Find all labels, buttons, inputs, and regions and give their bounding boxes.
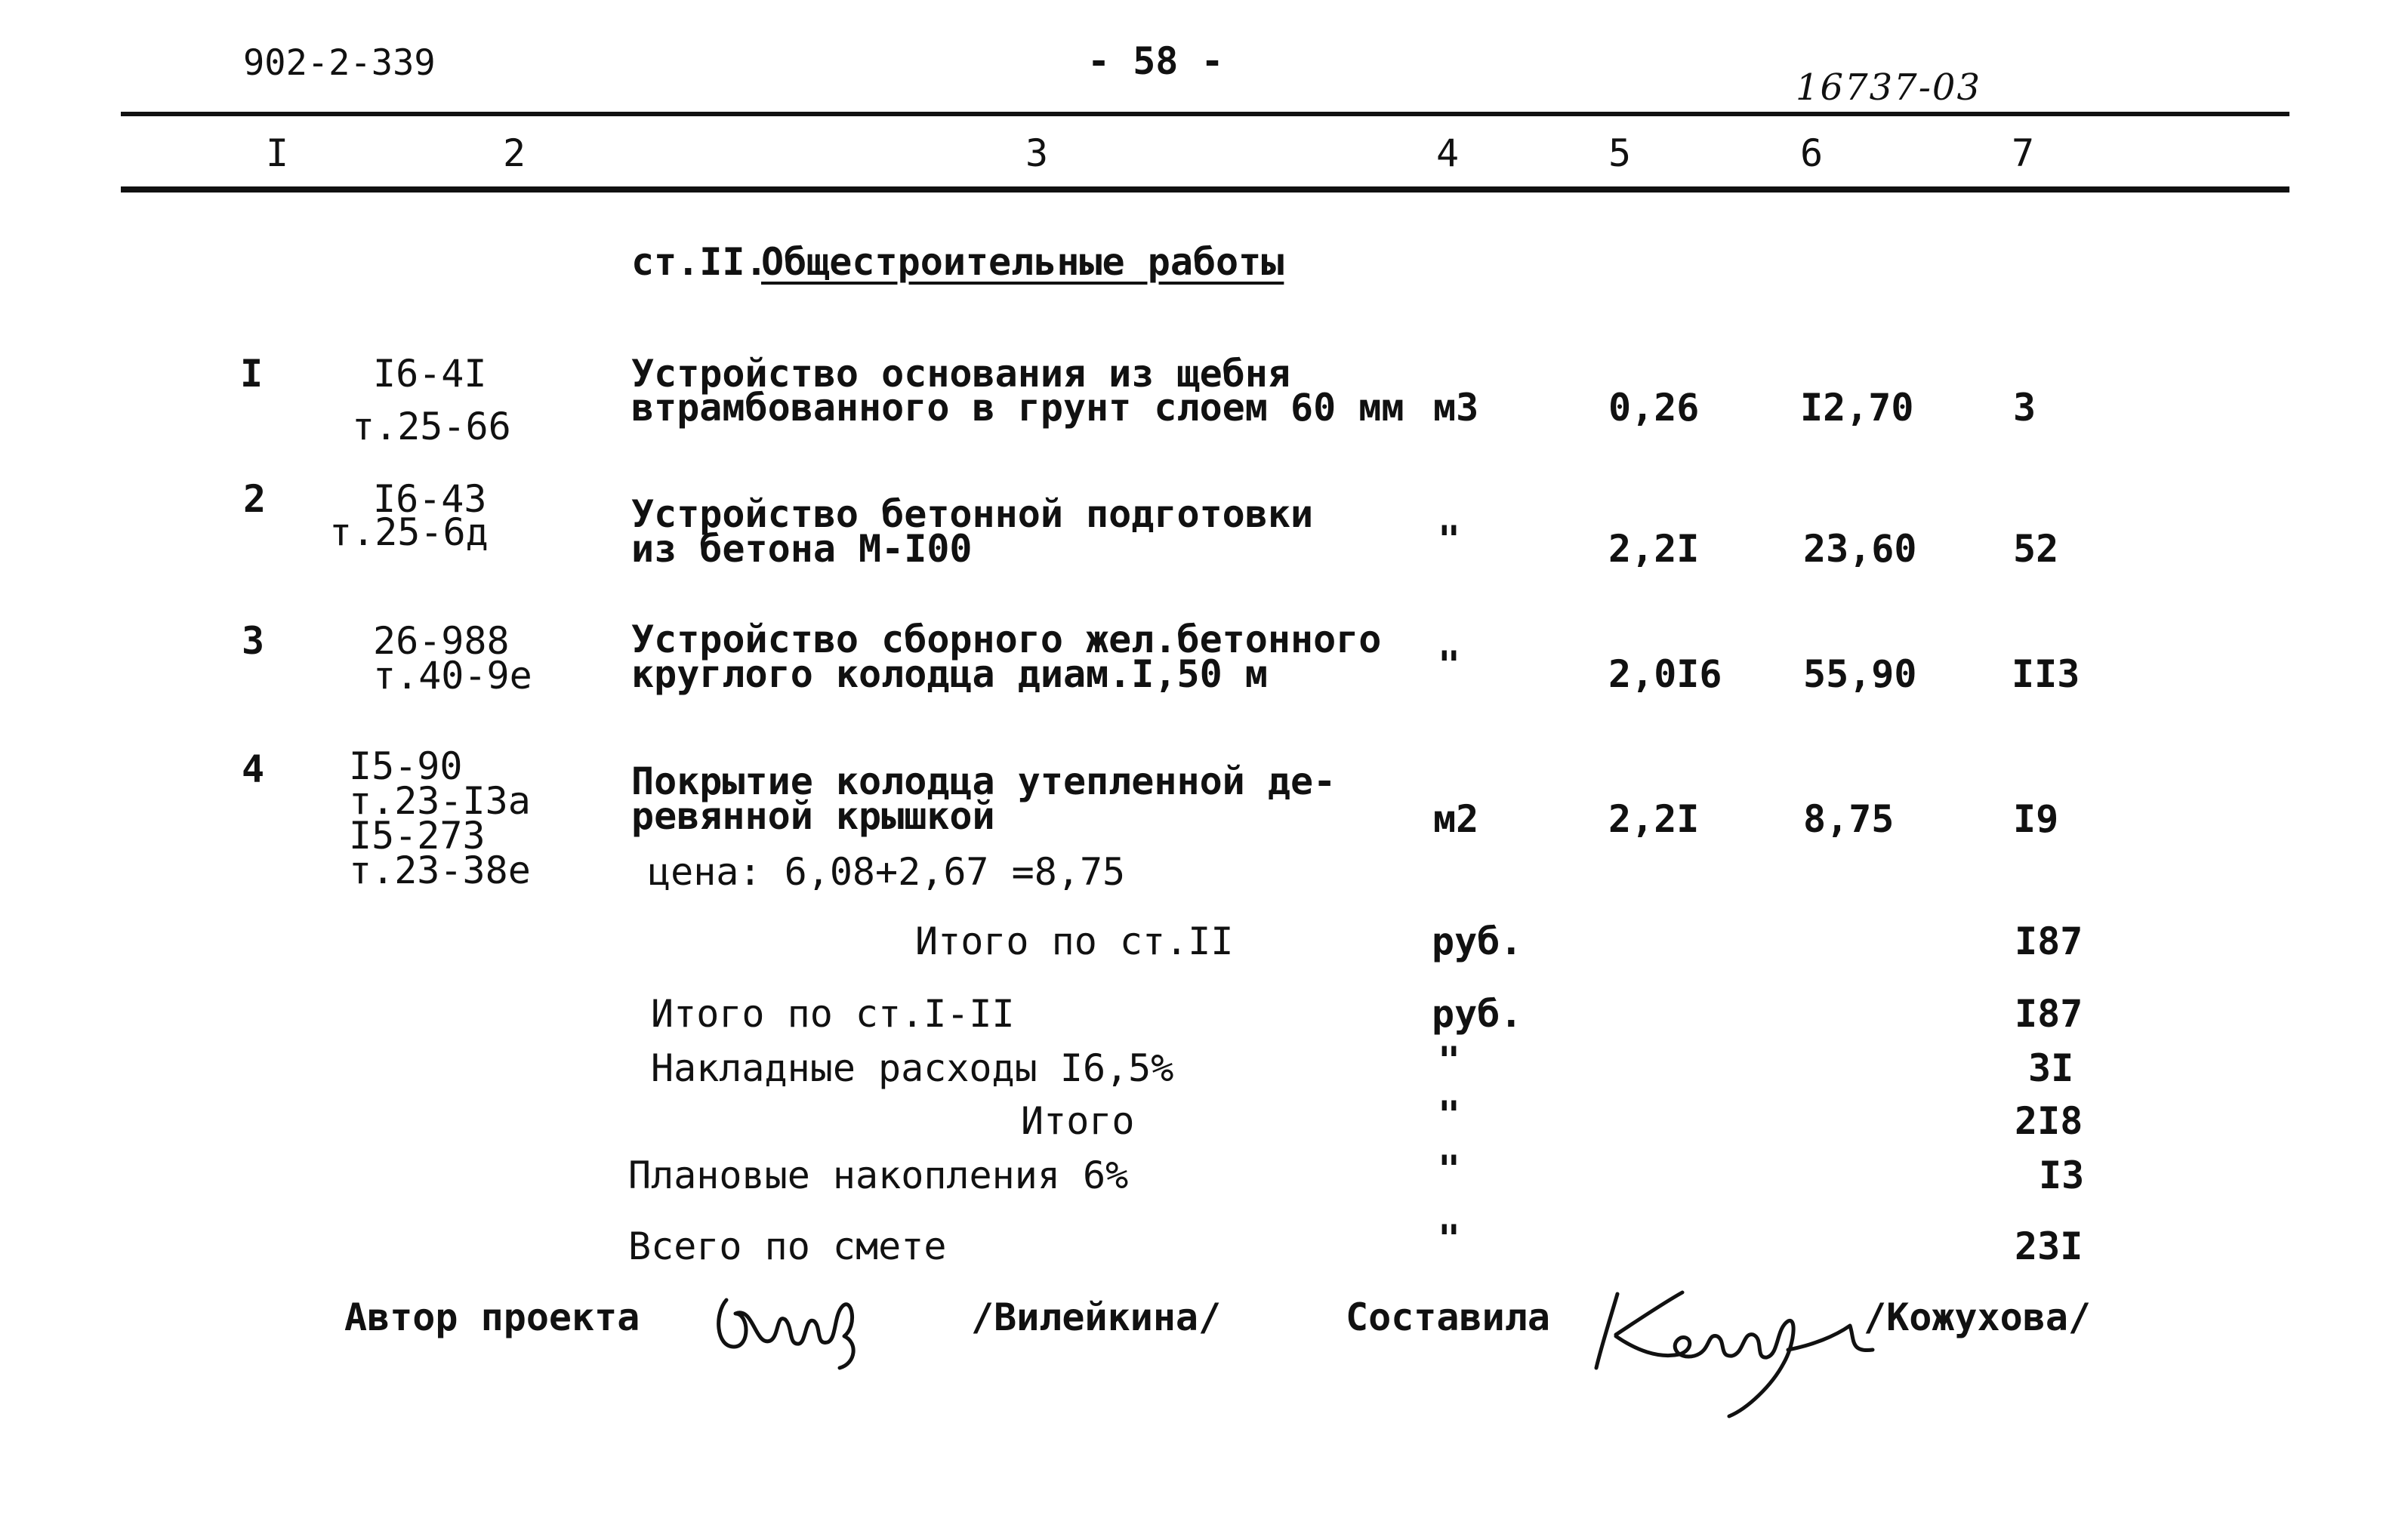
row-4-description: Покрытие колодца утепленной де-	[631, 759, 1337, 803]
row-4-price-note: цена: 6,08+2,67 =8,75	[648, 850, 1126, 894]
row-2-code: I6-43	[373, 477, 487, 521]
totals-label: Итого по ст.II	[915, 919, 1234, 963]
totals-value: 23I	[2015, 1224, 2083, 1268]
row-1-number: I	[240, 352, 264, 396]
page-number: - 58 -	[1087, 39, 1224, 83]
totals-value: I3	[2039, 1154, 2085, 1197]
row-2-number: 2	[243, 477, 267, 521]
row-4-description: ревянной крышкой	[631, 794, 995, 838]
row-2-total: 52	[2013, 527, 2059, 571]
row-3-quantity: 2,0I6	[1608, 652, 1722, 696]
row-2-quantity: 2,2I	[1608, 527, 1700, 571]
row-2-unit-price: 23,60	[1803, 527, 1917, 571]
totals-label: Накладные расходы I6,5%	[651, 1046, 1174, 1090]
row-3-code: 26-988	[373, 619, 510, 663]
column-header-5: 5	[1608, 131, 1632, 175]
compiler-name: /Кожухова/	[1864, 1295, 2092, 1339]
compiler-signature	[1586, 1276, 1888, 1419]
totals-label: Итого	[1021, 1099, 1135, 1143]
header-bottom-rule	[121, 186, 2289, 193]
section-title: Общестроительные работы	[761, 240, 1284, 284]
section-prefix: ст.II.	[631, 240, 768, 284]
row-4-unit: м2	[1433, 797, 1479, 841]
inventory-number: 16737-03	[1796, 66, 1981, 109]
totals-value: I87	[2015, 992, 2083, 1036]
totals-label: Итого по ст.I-II	[651, 992, 1015, 1036]
totals-value: I87	[2015, 919, 2083, 963]
column-header-1: I	[266, 131, 289, 175]
column-header-6: 6	[1800, 131, 1824, 175]
row-4-total: I9	[2013, 797, 2059, 841]
row-1-quantity: 0,26	[1608, 386, 1700, 430]
row-1-code: т.25-66	[352, 405, 511, 448]
author-name: /Вилейкина/	[971, 1295, 1222, 1339]
totals-unit: "	[1438, 1093, 1461, 1137]
row-1-description: втрамбованного в грунт слоем 60 мм	[631, 386, 1404, 430]
row-2-description: из бетона М-I00	[631, 527, 973, 571]
totals-unit: "	[1438, 1147, 1461, 1191]
column-header-4: 4	[1436, 131, 1460, 175]
row-3-unit-price: 55,90	[1803, 652, 1917, 696]
row-1-unit: м3	[1433, 386, 1479, 430]
row-4-code: т.23-38е	[349, 849, 531, 892]
row-4-number: 4	[242, 747, 265, 791]
column-header-7: 7	[2012, 131, 2035, 175]
row-4-code: т.23-I3а	[349, 779, 531, 823]
row-3-unit: "	[1438, 643, 1461, 687]
row-4-quantity: 2,2I	[1608, 797, 1700, 841]
header-top-rule	[121, 112, 2289, 116]
row-1-total: 3	[2013, 386, 2036, 430]
row-4-code: I5-273	[349, 814, 486, 858]
totals-value: 3I	[2028, 1046, 2074, 1090]
row-1-unit-price: I2,70	[1800, 386, 1914, 430]
totals-value: 2I8	[2015, 1099, 2083, 1143]
row-2-unit: "	[1438, 518, 1461, 562]
totals-unit: руб.	[1432, 992, 1523, 1036]
author-signature	[710, 1283, 876, 1374]
compiler-label: Составила	[1346, 1295, 1550, 1339]
row-3-description: Устройство сборного жел.бетонного	[631, 618, 1382, 661]
row-3-code: т.40-9е	[373, 654, 532, 698]
column-header-2: 2	[503, 131, 526, 175]
row-3-total: II3	[2012, 652, 2080, 696]
row-4-code: I5-90	[349, 744, 463, 788]
row-1-description: Устройство основания из щебня	[631, 352, 1290, 396]
totals-unit: "	[1438, 1217, 1461, 1261]
row-2-code: т.25-6д	[329, 510, 489, 554]
row-3-description: круглого колодца диам.I,50 м	[631, 652, 1268, 696]
row-3-number: 3	[242, 619, 265, 663]
totals-unit: руб.	[1432, 919, 1523, 963]
totals-label: Всего по смете	[628, 1224, 947, 1268]
row-1-code: I6-4I	[373, 352, 487, 396]
totals-label: Плановые накопления 6%	[628, 1154, 1129, 1197]
row-4-unit-price: 8,75	[1803, 797, 1895, 841]
project-code: 902-2-339	[243, 42, 436, 84]
author-label: Автор проекта	[344, 1295, 640, 1339]
column-header-3: 3	[1025, 131, 1049, 175]
totals-unit: "	[1438, 1039, 1461, 1083]
row-2-description: Устройство бетонной подготовки	[631, 492, 1314, 536]
